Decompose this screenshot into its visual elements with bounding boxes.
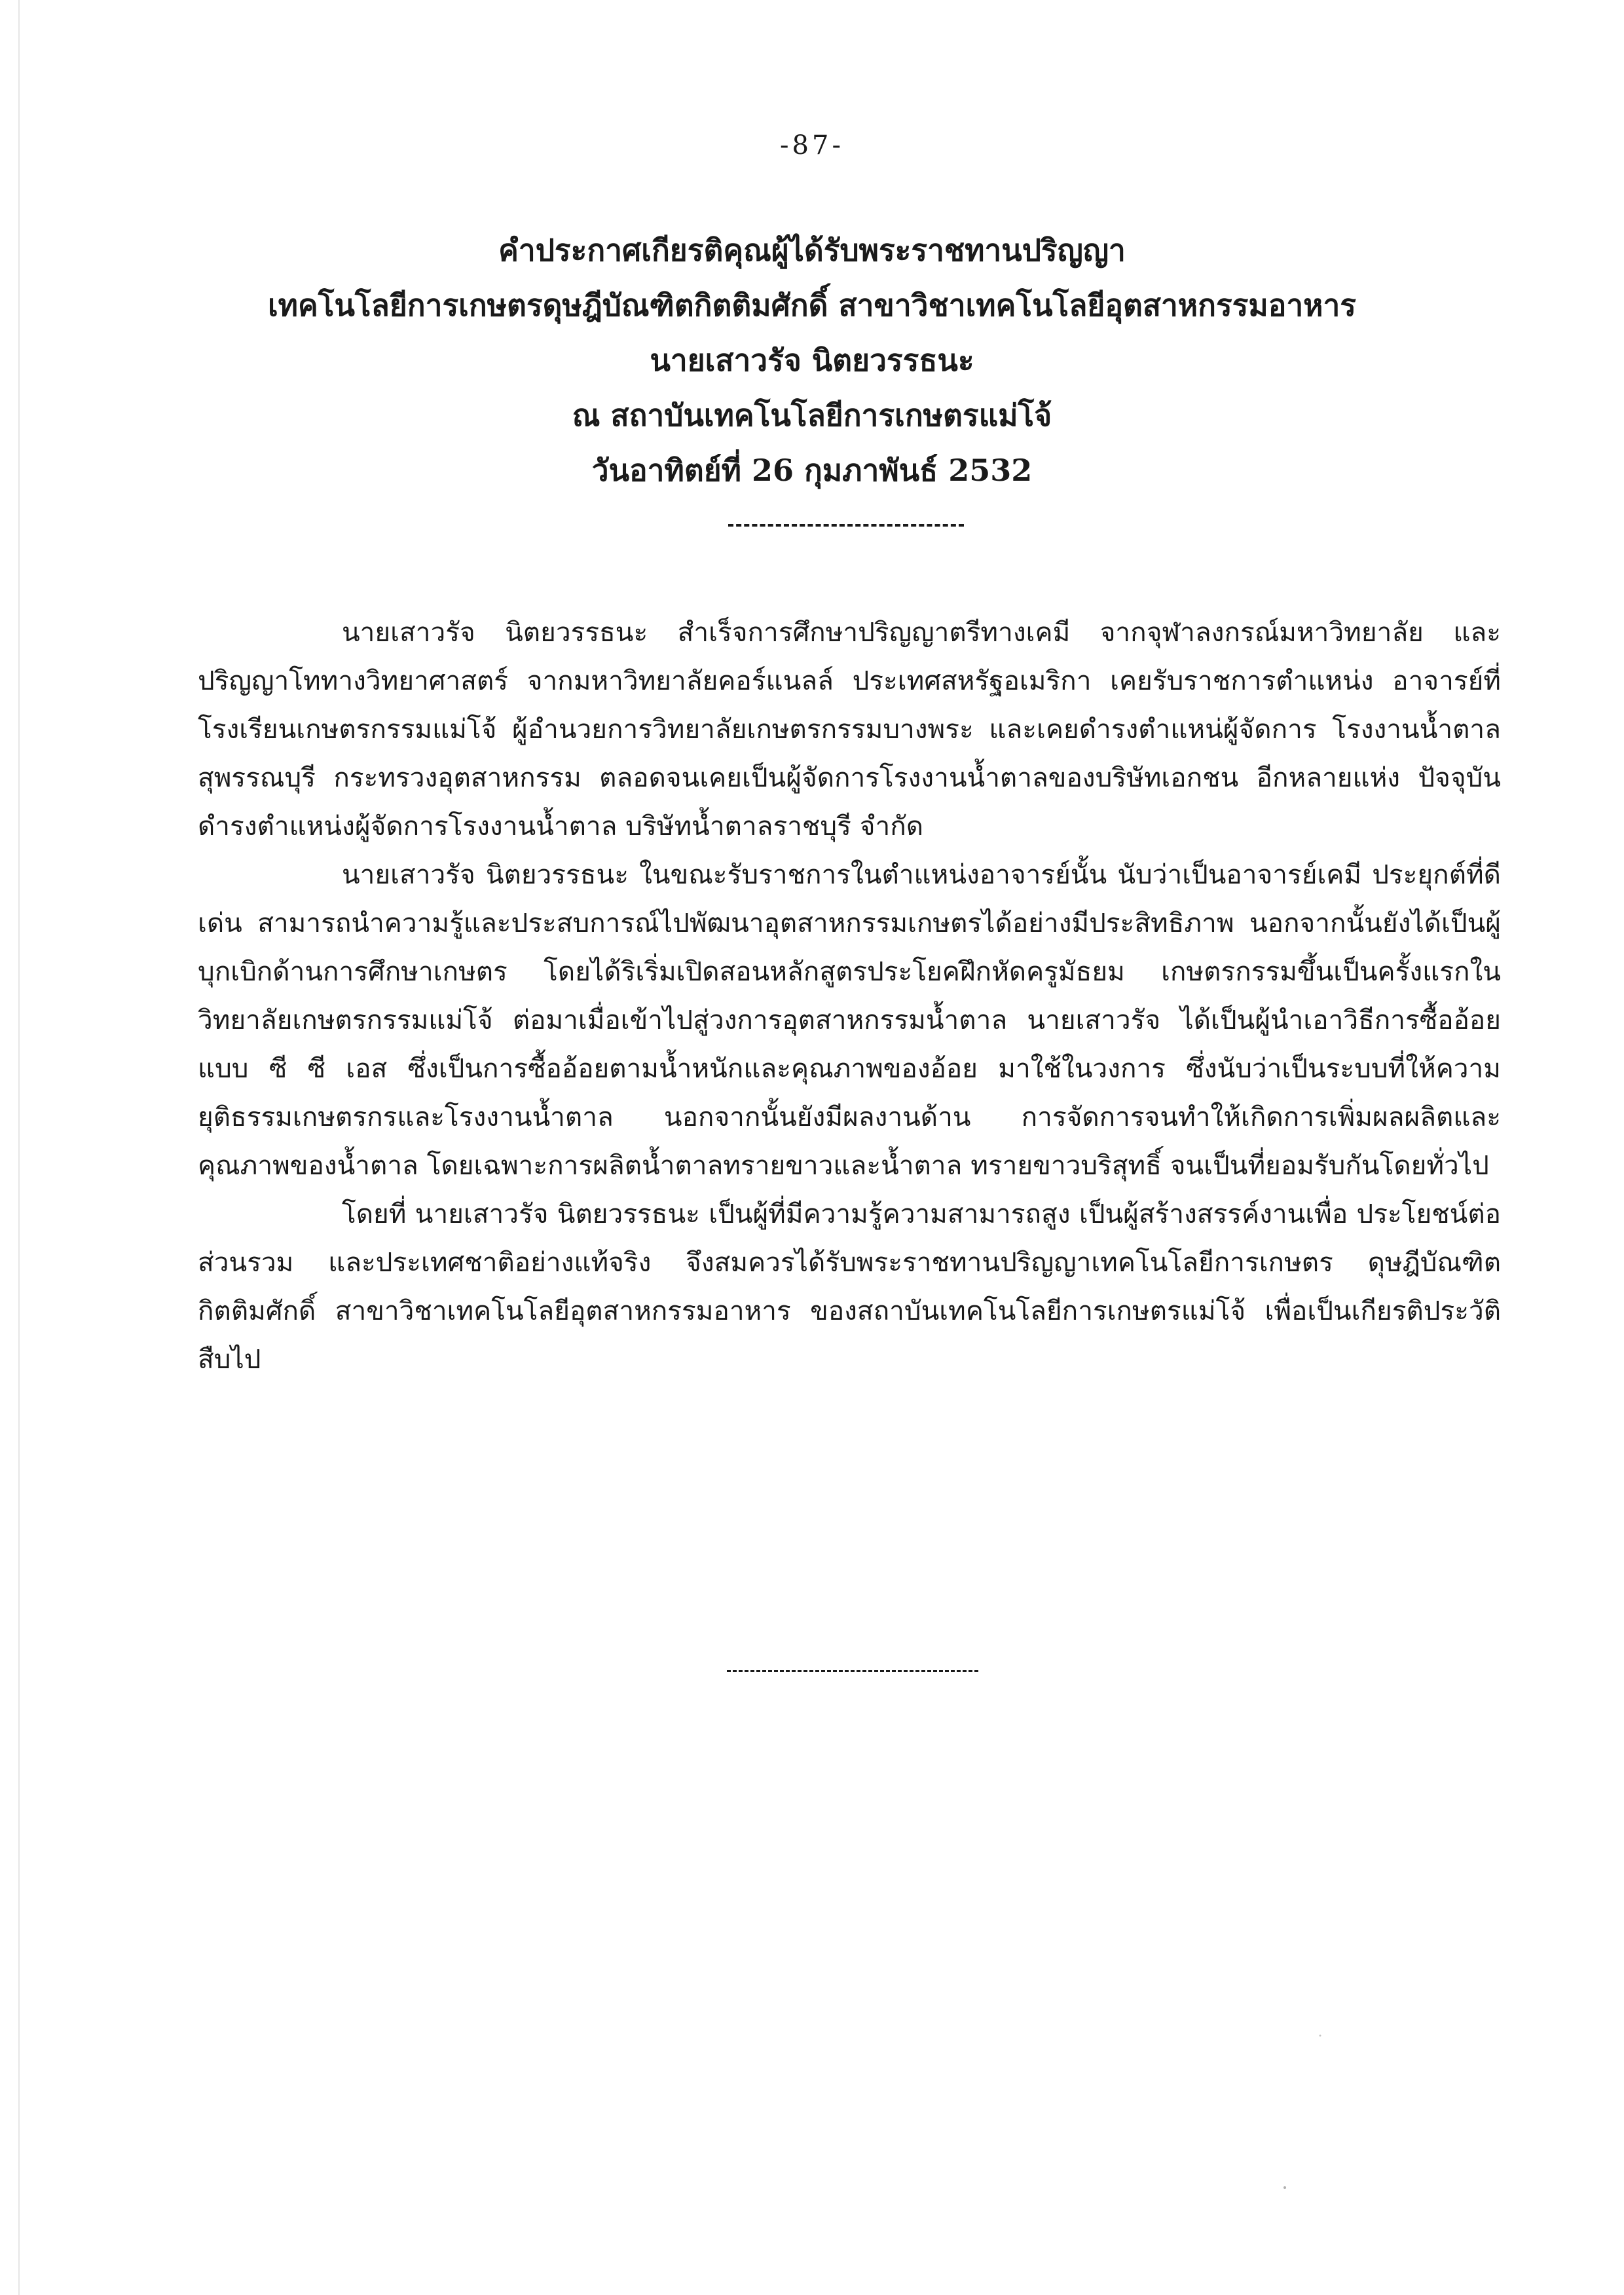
heading-institution-line: ณ สถาบันเทคโนโลยีการเกษตรแม่โจ้	[572, 398, 1052, 433]
scan-left-edge	[18, 0, 20, 2295]
heading-title-line: คำประกาศเกียรติคุณผู้ได้รับพระราชทานปริญญา	[498, 233, 1126, 268]
heading-date-line: วันอาทิตย์ที่ 26 กุมภาพันธ์ 2532	[591, 453, 1033, 488]
scan-speck	[1283, 2186, 1286, 2189]
heading-recipient-name: นายเสาวรัจ นิตยวรรธนะ	[650, 343, 974, 378]
scan-speck	[1320, 2035, 1321, 2037]
paragraph-biography: นายเสาวรัจ นิตยวรรธนะ สำเร็จการศึกษาปริญญาตรีทางเคมี จากจุฬาลงกรณ์มหาวิทยาลัย และปริญญาโททางวิทยาศาสตร์ จากมหาวิทยาลัยคอร์แนลล์ ประเทศสหรัฐอเมริกา เคยรับราชการตำแหน่ง อาจารย์ที่โรงเรียนเกษตรกรรมแม่โจ้ ผู้อำนวยการวิทยาลัยเกษตรกรรมบางพระ และเคยดำรงตำแหน่ผู้จัดการ โรงงานน้ำตาลสุพรรณบุรี กระทรวงอุตสาหกรรม ตลอดจนเคยเป็นผู้จัดการโรงงานน้ำตาลของบริษัทเอกชน อีกหลายแห่ง ปัจจุบันดำรงตำแหน่งผู้จัดการโรงงานน้ำตาล บริษัทน้ำตาลราชบุรี จำกัด	[198, 616, 1501, 842]
paragraph-conclusion: โดยที่ นายเสาวรัจ นิตยวรรธนะ เป็นผู้ที่มีความรู้ความสามารถสูง เป็นผู้สร้างสรรค์งานเพื่อ ประโยชน์ต่อส่วนรวม และประเทศชาติอย่างแท้จริง จึงสมควรได้รับพระราชทานปริญญาเทคโนโลยีการเกษตร ดุษฎีบัณฑิตกิตติมศักดิ์ สาขาวิชาเทคโนโลยีอุตสาหกรรมอาหาร ของสถาบันเทคโนโลยีการเกษตรแม่โจ้ เพื่อเป็นเกียรติประวัติสืบไป	[198, 1198, 1501, 1375]
page-number: -87-	[780, 130, 844, 160]
heading-divider	[728, 524, 964, 527]
citation-body	[198, 608, 1501, 1383]
closing-divider	[727, 1670, 978, 1672]
heading-degree-line: เทคโนโลยีการเกษตรดุษฎีบัณฑิตกิตติมศักดิ์ สาขาวิชาเทคโนโลยีอุตสาหกรรมอาหาร	[267, 288, 1357, 323]
paragraph-achievements: นายเสาวรัจ นิตยวรรธนะ ในขณะรับราชการในตำแหน่งอาจารย์นั้น นับว่าเป็นอาจารย์เคมี ประยุกต์ที่ดีเด่น สามารถนำความรู้และประสบการณ์ไปพัฒนาอุตสาหกรรมเกษตรได้อย่างมีประสิทธิภาพ นอกจากนั้นยังได้เป็นผู้บุกเบิกด้านการศึกษาเกษตร โดยได้ริเริ่มเปิดสอนหลักสูตรประโยคฝึกหัดครูมัธยม เกษตรกรรมขึ้นเป็นครั้งแรกในวิทยาลัยเกษตรกรรมแม่โจ้ ต่อมาเมื่อเข้าไปสู่วงการอุตสาหกรรมน้ำตาล นายเสาวรัจ ได้เป็นผู้นำเอาวิธีการซื้ออ้อยแบบ ซี ซี เอส ซึ่งเป็นการซื้ออ้อยตามน้ำหนักและคุณภาพของอ้อย มาใช้ในวงการ ซึ่งนับว่าเป็นระบบที่ให้ความยุติธรรมเกษตรกรและโรงงานน้ำตาล นอกจากนั้นยังมีผลงานด้าน การจัดการจนทำให้เกิดการเพิ่มผลผลิตและคุณภาพของน้ำตาล โดยเฉพาะการผลิตน้ำตาลทรายขาวและน้ำตาล ทรายขาวบริสุทธิ์ จนเป็นที่ยอมรับกันโดยทั่วไป	[198, 859, 1501, 1181]
document-heading	[196, 223, 1428, 498]
